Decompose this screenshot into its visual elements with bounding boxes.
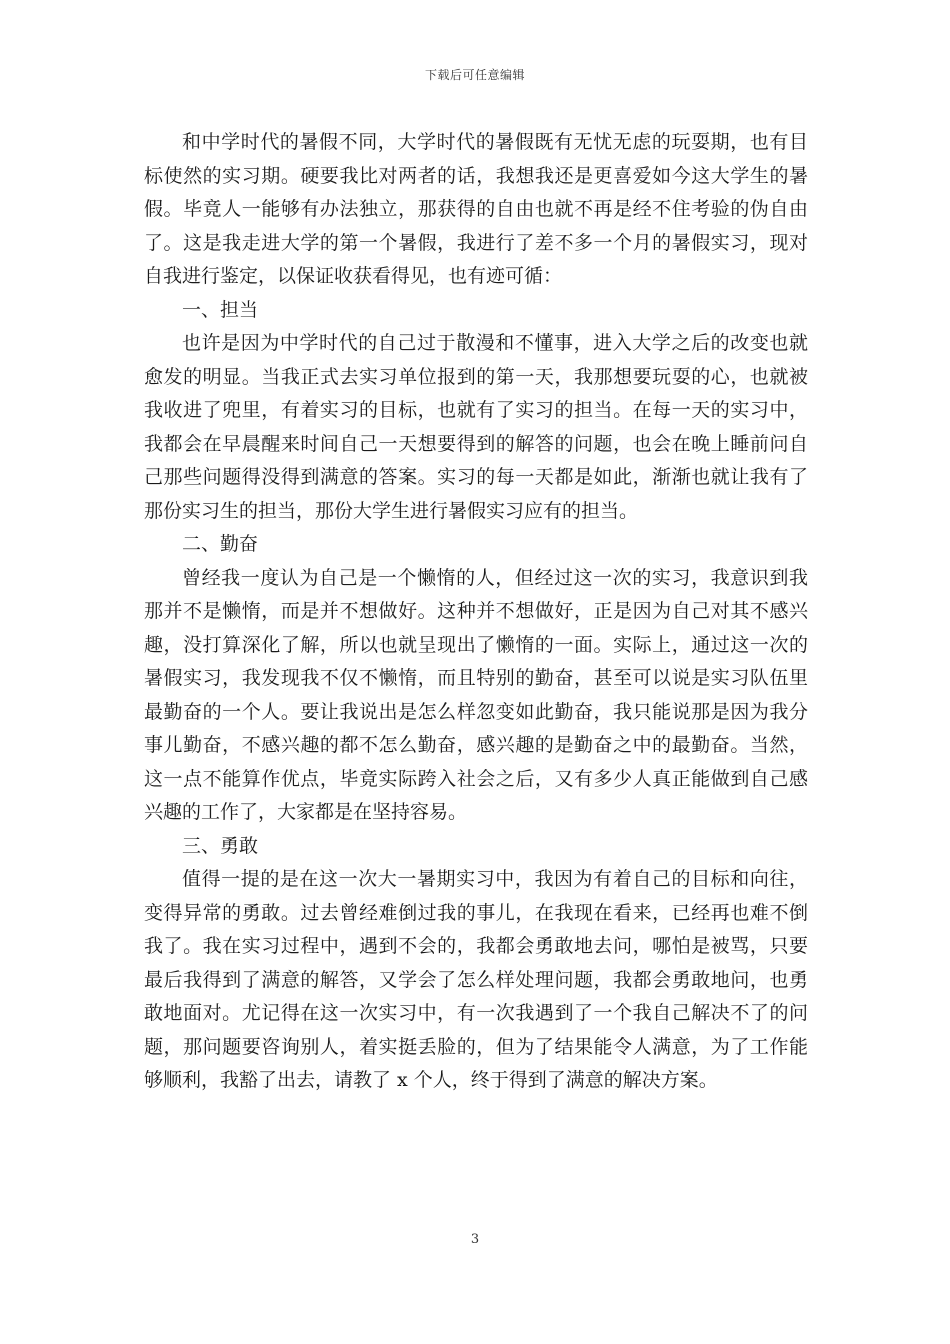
section-heading-diligence: 二、勤奋 xyxy=(182,533,259,555)
section-paragraph-diligence: 曾经我一度认为自己是一个懒惰的人，但经过这一次的实习，我意识到我那并不是懒惰，而是并不想做好。这种并不想做好，正是因为自己对其不感兴趣，没打算深化了解，所以也就呈现出了懒惰的一面。实际上，通过这一次的暑假实习，我发现我不仅不懒惰，而且特别的勤奋，甚至可以说是实习队伍里最勤奋的一个人。要让我说出是怎么样忽变如此勤奋，我只能说那是因为我分事儿勤奋，不感兴趣的都不怎么勤奋，感兴趣的是勤奋之中的最勤奋。当然，这一点不能算作优点，毕竟实际跨入社会之后，又有多少人真正能做到自己感兴趣的工作了，大家都是在坚持容易。 xyxy=(144,566,808,823)
intro-paragraph: 和中学时代的暑假不同，大学时代的暑假既有无忧无虑的玩耍期，也有目标使然的实习期。硬要我比对两者的话，我想我还是更喜爱如今这大学生的暑假。毕竟人一能够有办法独立，那获得的自由也就不再是经不住考验的伪自由了。这是我走进大学的第一个暑假，我进行了差不多一个月的暑假实习，现对自我进行鉴定，以保证收获看得见，也有迹可循： xyxy=(144,131,808,287)
page-number: 3 xyxy=(470,1232,480,1247)
section-paragraph-courage: 值得一提的是在这一次大一暑期实习中，我因为有着自己的目标和向往，变得异常的勇敢。过去曾经难倒过我的事儿，在我现在看来，已经再也难不倒我了。我在实习过程中，遇到不会的，我都会勇敢地去问，哪怕是被骂，只要最后我得到了满意的解答，又学会了怎么样处理问题，我都会勇敢地问，也勇敢地面对。尤记得在这一次实习中，有一次我遇到了一个我自己解决不了的问题，那问题要咨询别人，着实挺丢脸的，但为了结果能令人满意，为了工作能够顺利，我豁了出去，请教了 x 个人，终于得到了满意的解决方案。 xyxy=(144,868,808,1091)
section-paragraph-responsibility: 也许是因为中学时代的自己过于散漫和不懂事，进入大学之后的改变也就愈发的明显。当我正式去实习单位报到的第一天，我那想要玩耍的心，也就被我收进了兜里，有着实习的目标，也就有了实习的担当。在每一天的实习中，我都会在早晨醒来时间自己一天想要得到的解答的问题，也会在晚上睡前问自己那些问题得没得到满意的答案。实习的每一天都是如此，渐渐也就让我有了那份实习生的担当，那份大学生进行暑假实习应有的担当。 xyxy=(144,332,808,522)
section-heading-responsibility: 一、担当 xyxy=(182,298,259,321)
section-heading-courage: 三、勇敢 xyxy=(182,834,259,857)
page-header: 下载后可任意编辑 xyxy=(424,68,525,82)
document-body xyxy=(144,126,808,1098)
